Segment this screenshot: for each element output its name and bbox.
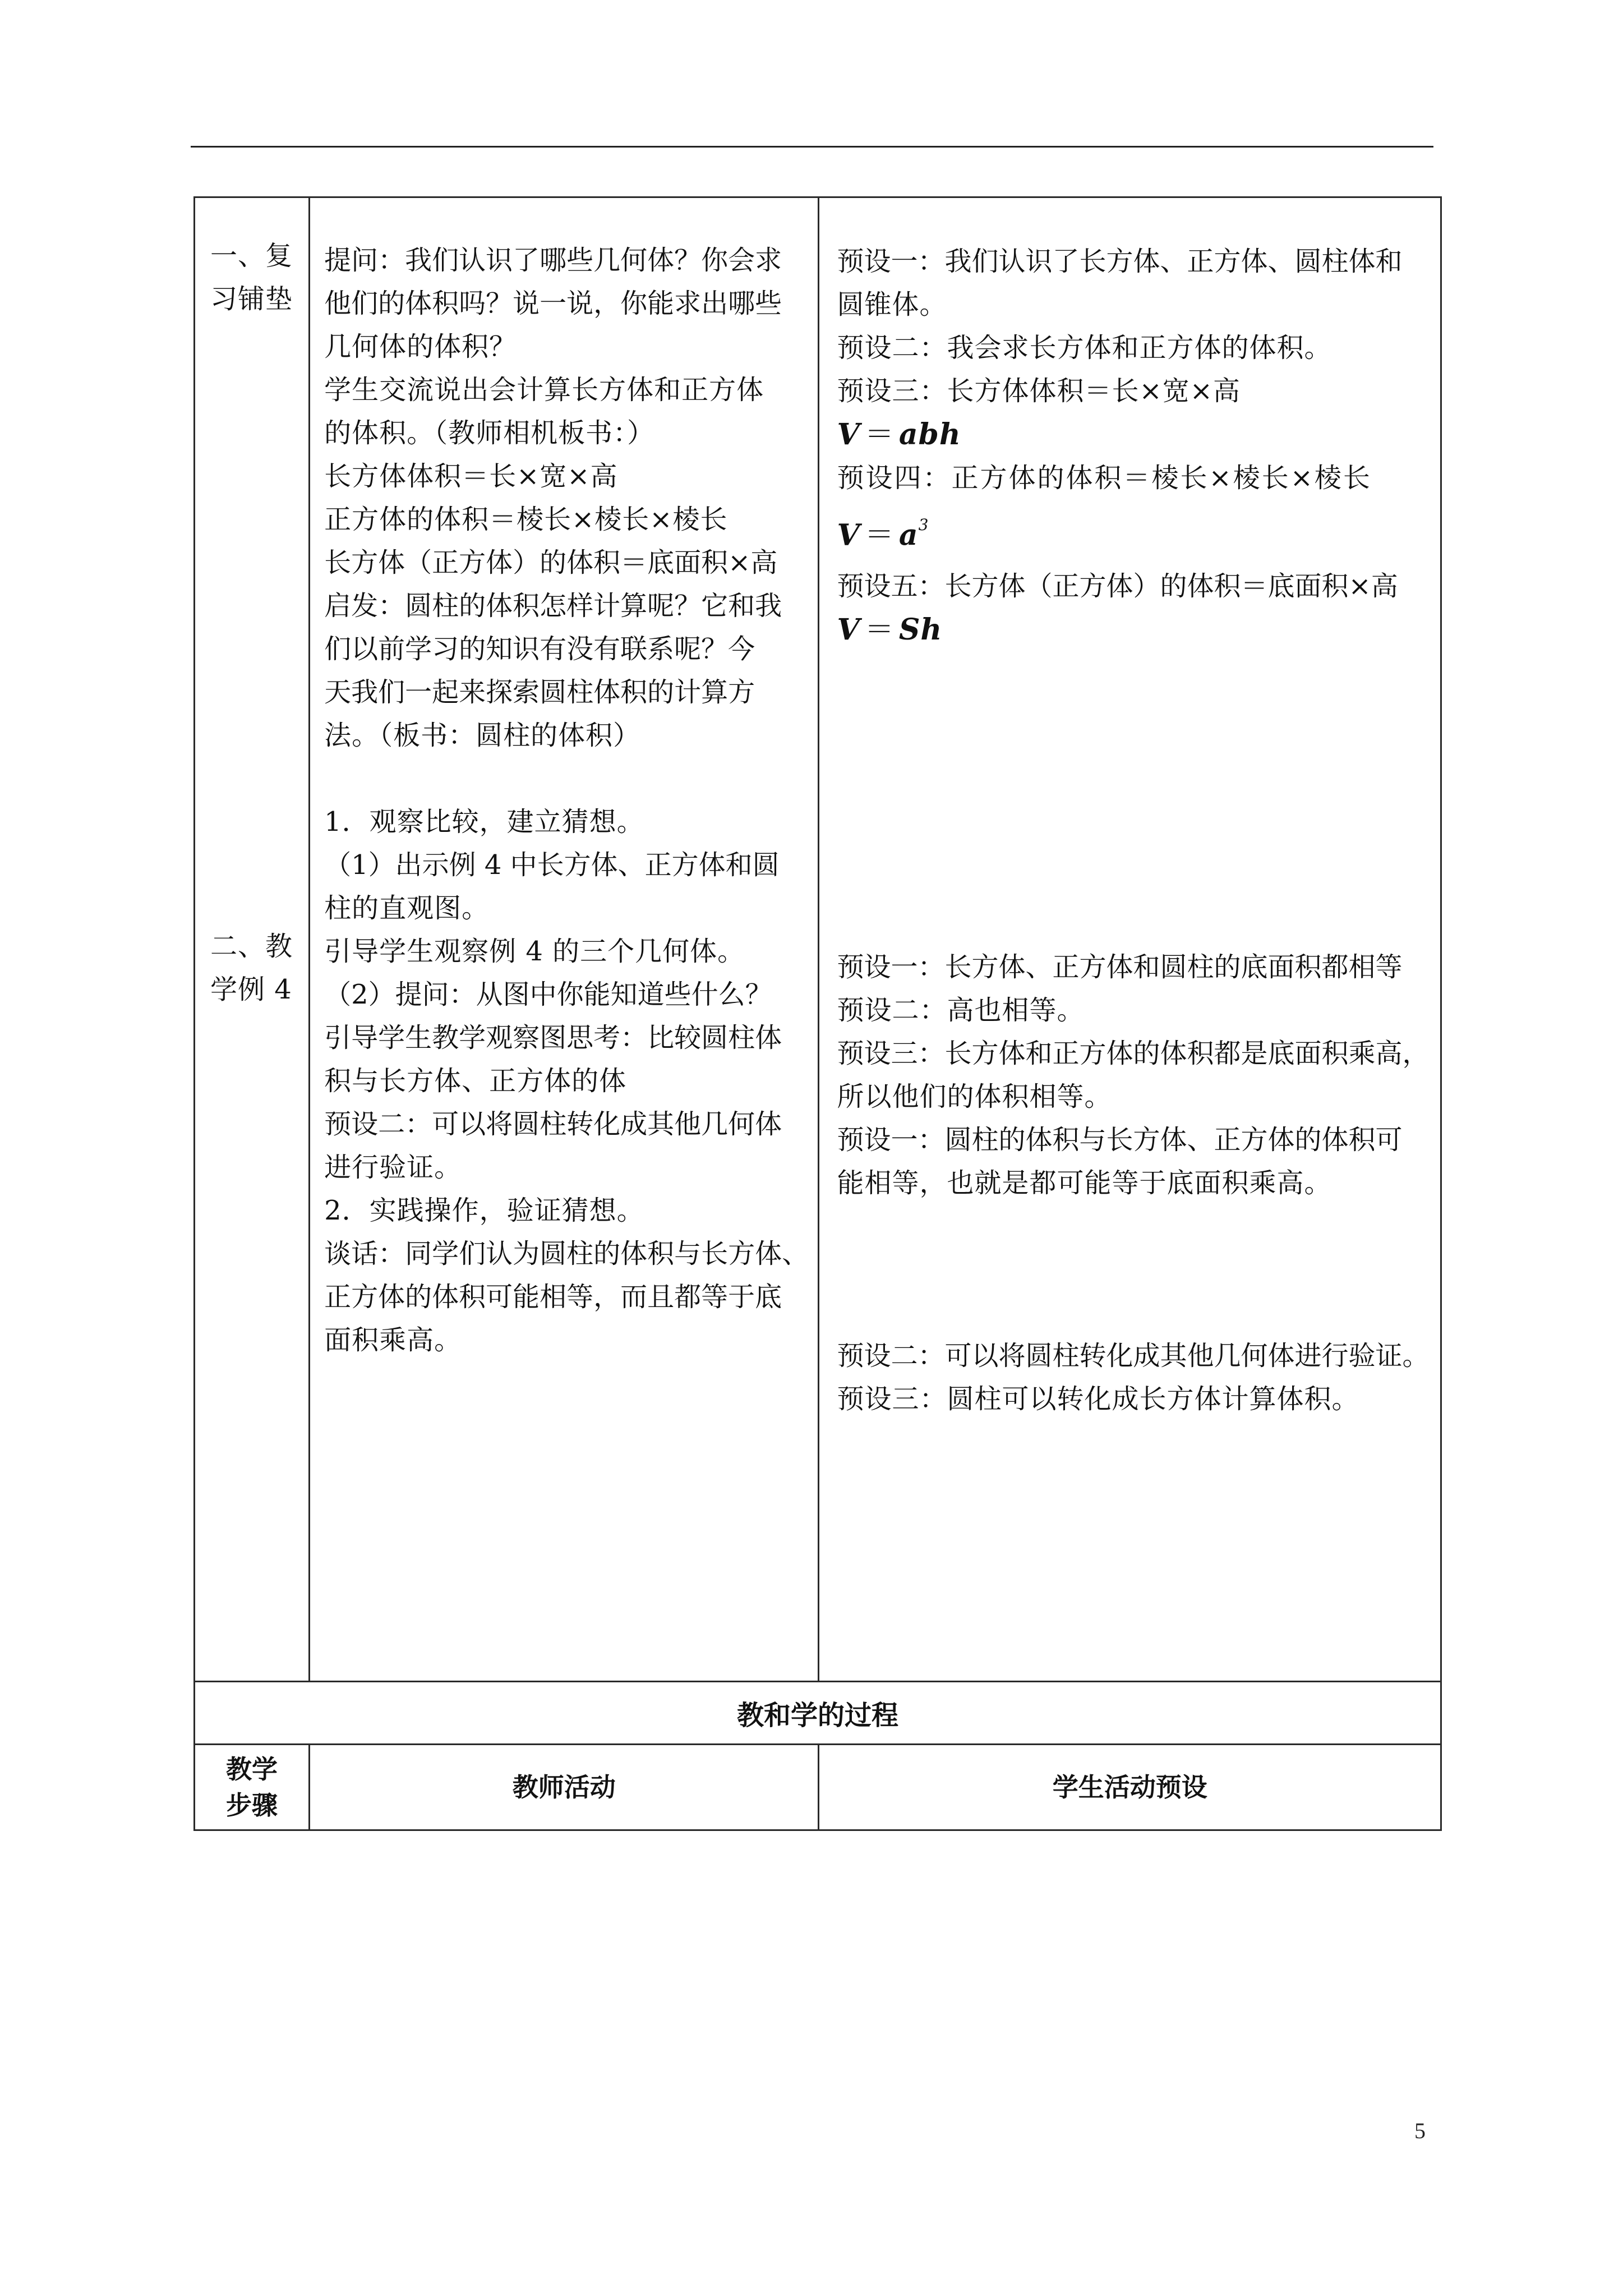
table-row [195, 197, 1441, 1682]
text-line: 预设一：我们认识了长方体、正方体、圆柱体和 [837, 246, 1403, 277]
table-row [195, 1745, 1441, 1830]
text-line: 启发：圆柱的体积怎样计算呢？它和我 [324, 590, 782, 622]
text-line: 所以他们的体积相等。 [837, 1081, 1112, 1113]
text-line: 2．实践操作，验证猜想。 [324, 1195, 644, 1226]
text-line: 提问：我们认识了哪些几何体？你会求 [324, 245, 782, 276]
step-label: 学例 4 [210, 974, 292, 1005]
text-line: 预设二：我会求长方体和正方体的体积。 [837, 332, 1332, 364]
text-line: 1．观察比较，建立猜想。 [324, 806, 644, 838]
text-line: 预设五：长方体（正方体）的体积＝底面积×高 [837, 570, 1398, 602]
page-number: 5 [1414, 2118, 1426, 2143]
text-line: 预设二：高也相等。 [837, 995, 1085, 1027]
step-label: 一、复 [210, 240, 293, 272]
text-line: 圆锥体。 [837, 289, 947, 320]
step-column-cell [195, 197, 310, 1682]
text-line: 们以前学习的知识有没有联系呢？今 [324, 633, 755, 665]
text-line: 面积乘高。 [324, 1324, 462, 1356]
text-line: 天我们一起来探索圆柱体积的计算方 [324, 677, 755, 708]
section-title: 教和学的过程 [195, 1682, 1441, 1745]
text-line: 他们的体积吗？说一说，你能求出哪些 [324, 288, 782, 319]
text-line: 长方体（正方体）的体积＝底面积×高 [324, 547, 778, 578]
text-line: 正方体的体积可能相等，而且都等于底 [324, 1281, 782, 1313]
text-line: 柱的直观图。 [324, 892, 490, 924]
text-line: 预设三：长方体和正方体的体积都是底面积乘高， [837, 1038, 1430, 1070]
step-label: 二、教 [210, 931, 293, 962]
text-line: 引导学生观察例 4 的三个几何体。 [324, 936, 745, 967]
text-line: 预设三：长方体体积＝长×宽×高 [837, 375, 1241, 407]
column-label-teacher: 教师活动 [310, 1745, 819, 1830]
column-label-student: 学生活动预设 [819, 1745, 1441, 1830]
lesson-plan-table [193, 196, 1442, 1831]
text-line: 的体积。（教师相机板书：） [324, 417, 655, 449]
student-activity-cell [819, 197, 1441, 1682]
text-line: 积与长方体、正方体的体 [324, 1065, 627, 1097]
text-line: 预设一：长方体、正方体和圆柱的底面积都相等 [837, 951, 1403, 983]
table-row [195, 1682, 1441, 1745]
text-line: 进行验证。 [324, 1152, 462, 1183]
text-line: （2）提问：从图中你能知道些什么？ [324, 979, 772, 1010]
text-line: 预设三：圆柱可以转化成长方体计算体积。 [837, 1383, 1359, 1415]
text-line: 能相等，也就是都可能等于底面积乘高。 [837, 1167, 1332, 1199]
text-line: 预设二：可以将圆柱转化成其他几何体进行验证。 [837, 1340, 1430, 1372]
formula-volume-cube: $V = a^3$ [837, 516, 929, 553]
text-line: 预设一：圆柱的体积与长方体、正方体的体积可 [837, 1124, 1403, 1156]
student-activity-text [820, 199, 1440, 1421]
text-line: （1）出示例 4 中长方体、正方体和圆 [324, 849, 780, 881]
text-line: 预设四：正方体的体积＝棱长×棱长×棱长 [837, 462, 1372, 494]
text-line: 学生交流说出会计算长方体和正方体 [324, 374, 764, 406]
text-line: 引导学生教学观察图思考：比较圆柱体 [324, 1022, 782, 1053]
teacher-activity-cell [310, 197, 819, 1682]
formula-volume-base-height: V ＝ Sh [837, 613, 943, 647]
column-label-steps: 教学 步骤 [195, 1745, 310, 1830]
text-line: 法。（板书：圆柱的体积） [324, 720, 641, 751]
text-line: 正方体的体积＝棱长×棱长×棱长 [324, 504, 728, 535]
formula-volume-cuboid: V ＝ abh [837, 417, 961, 452]
text-line: 几何体的体积？ [324, 331, 517, 362]
text-line: 预设二：可以将圆柱转化成其他几何体 [324, 1108, 782, 1140]
text-line: 长方体体积＝长×宽×高 [324, 461, 618, 492]
step-label: 习铺垫 [210, 283, 293, 315]
text-line: 谈话：同学们认为圆柱的体积与长方体、 [324, 1238, 809, 1269]
header-rule [191, 146, 1433, 148]
teacher-activity-text [311, 199, 817, 1362]
